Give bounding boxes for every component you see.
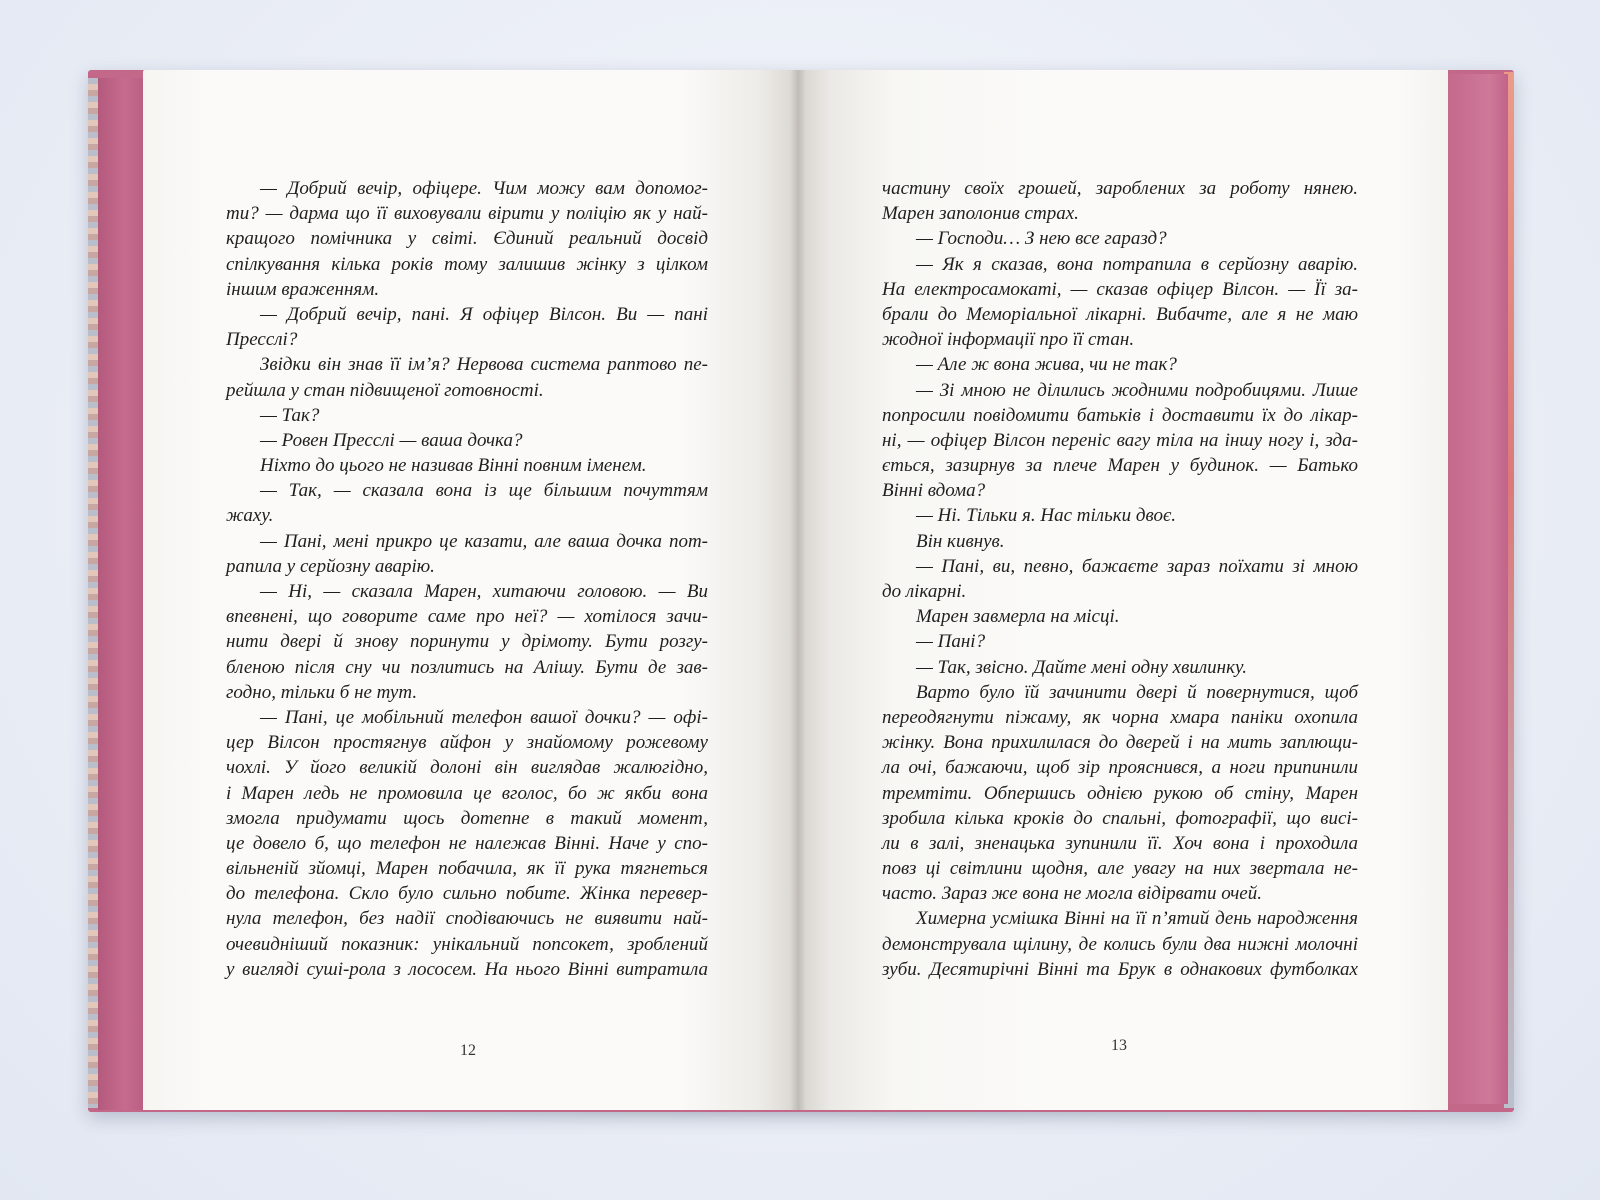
text-line: зробила кілька кроків до спальні, фотографії, що висі- bbox=[882, 807, 1358, 829]
text-line: частину своїх грошей, зароблених за роботу нянею. bbox=[882, 178, 1358, 199]
text-line: переодягнути піжаму, як чорна хмара паніки охопила bbox=[882, 706, 1358, 728]
text-line: — Так, звісно. Дайте мені одну хвилинку. bbox=[916, 656, 1247, 678]
text-line: жінку. Вона прихилилася до дверей і на мить заплющи- bbox=[882, 732, 1358, 754]
text-line: Марен заполонив страх. bbox=[882, 203, 1079, 225]
text-line: ли в залі, зненацька зупинили її. Хоч вона і проходила bbox=[882, 832, 1358, 854]
text-line: — Ровен Пресслі — ваша дочка? bbox=[260, 429, 523, 451]
book-gutter bbox=[790, 70, 806, 1110]
text-line: і Марен ледь не промовила це вголос, бо ж якби вона bbox=[226, 782, 708, 804]
text-line: Марен завмерла на місці. bbox=[916, 606, 1120, 628]
text-line: цер Вілсон простягнув айфон у знайомому рожевому bbox=[226, 732, 708, 754]
text-line: — Пані, ви, певно, бажаєте зараз поїхати зі мною bbox=[916, 555, 1358, 577]
text-line: — Пані, мені прикро це казати, але ваша дочка пот- bbox=[260, 530, 708, 552]
endpaper-strip-right bbox=[1448, 74, 1508, 1104]
text-line: до телефона. Скло було сильно побите. Жінка перевер- bbox=[226, 883, 708, 905]
text-line: — Добрий вечір, офіцере. Чим можу вам допомог- bbox=[260, 178, 708, 199]
text-line: — Так, — сказала вона із ще більшим почуттям bbox=[260, 480, 708, 502]
text-line: нити двері й знову поринути у дрімоту. Бути розгу- bbox=[226, 631, 708, 653]
text-line: спілкування кілька років тому залишив жінку з цілком bbox=[226, 253, 708, 275]
text-line: повз ці світлини щодня, але увагу на них звертала не- bbox=[882, 858, 1358, 880]
text-line: — Зі мною не ділились жодними подробицями. Лише bbox=[916, 379, 1358, 401]
text-line: — Але ж вона жива, чи не так? bbox=[916, 354, 1177, 376]
text-line: Звідки він знав її ім’я? Нервова система раптово пе- bbox=[260, 354, 708, 376]
text-line: брали до Меморіальної лікарні. Вибачте, але я не маю bbox=[882, 303, 1358, 325]
right-page-text bbox=[882, 176, 1358, 982]
text-line: чохлі. У його великій долоні він виглядав жалюгідно, bbox=[226, 757, 708, 779]
text-line: жаху. bbox=[226, 505, 274, 527]
text-line: очевидніший показник: унікальний попсокет, зроблений bbox=[226, 933, 708, 955]
text-line: — Пані, це мобільний телефон вашої дочки? — офі- bbox=[260, 706, 708, 728]
cover-edge-left bbox=[88, 78, 98, 1108]
text-line: рейшла у стан підвищеної готовності. bbox=[226, 379, 544, 401]
text-line: Вінні вдома? bbox=[882, 480, 986, 502]
text-line: — Господи… З нею все гаразд? bbox=[916, 228, 1167, 250]
endpaper-strip-left bbox=[98, 78, 143, 1110]
text-line: — Пані? bbox=[916, 631, 986, 653]
text-line: до лікарні. bbox=[882, 581, 967, 602]
text-line: жодної інформації про її стан. bbox=[882, 329, 1135, 351]
text-line: нула телефон, без надії сподіваючись не виявити най- bbox=[226, 908, 708, 930]
text-line: — Ні, — сказала Марен, хитаючи головою. — Ви bbox=[260, 581, 708, 602]
text-line: — Як я сказав, вона потрапила в серйозну аварію. bbox=[916, 253, 1358, 275]
text-line: попросили повідомити батьків і доставити їх до лікар- bbox=[882, 404, 1358, 426]
text-line: годно, тільки б не тут. bbox=[226, 681, 418, 703]
text-line: ти? — дарма що її виховували вірити у поліцію як у най- bbox=[226, 203, 708, 225]
text-line: демонструвала щілину, де колись були два нижні молочні bbox=[882, 933, 1358, 955]
text-line: у вигляді суші-рола з лососем. На нього Вінні витратила bbox=[226, 958, 708, 980]
text-line: іншим враженням. bbox=[226, 278, 380, 300]
text-line: — Ні. Тільки я. Нас тільки двоє. bbox=[916, 505, 1177, 527]
text-line: — Так? bbox=[260, 404, 320, 426]
text-line: бленою після сну чи позлитись на Алішу. Бути де зав- bbox=[226, 656, 708, 678]
left-page-number: 12 bbox=[460, 1042, 476, 1059]
text-line: рапила у серйозну аварію. bbox=[226, 555, 435, 577]
text-line: Ніхто до цього не називав Вінні повним іменем. bbox=[260, 455, 647, 477]
text-line: вільненій зйомці, Марен побачила, як її рука тягнеться bbox=[226, 858, 708, 880]
text-line: ється, зазирнув за плече Марен у будинок. — Батько bbox=[882, 455, 1358, 477]
text-line: Пресслі? bbox=[226, 329, 298, 351]
text-line: кращого помічника у світі. Єдиний реальний досвід bbox=[226, 228, 708, 250]
text-line: ла очі, бажаючи, щоб зір прояснився, а ноги припинили bbox=[882, 757, 1358, 779]
text-line: Варто було їй зачинити двері й повернутися, щоб bbox=[916, 681, 1358, 703]
left-page-text bbox=[226, 176, 708, 982]
text-line: змогла придумати щось дотепне в такий момент, bbox=[226, 807, 708, 829]
text-line: тремтіти. Обпершись однією рукою об стіну, Марен bbox=[882, 782, 1358, 804]
right-page-number: 13 bbox=[1111, 1037, 1127, 1054]
text-line: впевнені, що говорите саме про неї? — хотілося зачи- bbox=[226, 606, 708, 628]
text-line: На електросамокаті, — сказав офіцер Вілсон. — Її за- bbox=[882, 278, 1358, 300]
text-line: ні, — офіцер Вілсон переніс вагу тіла на іншу ногу і, зда- bbox=[882, 429, 1358, 451]
text-line: часто. Зараз же вона не могла відірвати очей. bbox=[882, 883, 1262, 905]
text-line: це довело б, що телефон не належав Вінні. Наче у спо- bbox=[226, 832, 708, 854]
text-line: Він кивнув. bbox=[916, 530, 1005, 552]
text-line: зуби. Десятирічні Вінні та Брук в однакових футболках bbox=[882, 958, 1358, 980]
text-line: Химерна усмішка Вінні на її п’ятий день народження bbox=[916, 908, 1358, 930]
text-line: — Добрий вечір, пані. Я офіцер Вілсон. Ви — пані bbox=[260, 303, 708, 325]
